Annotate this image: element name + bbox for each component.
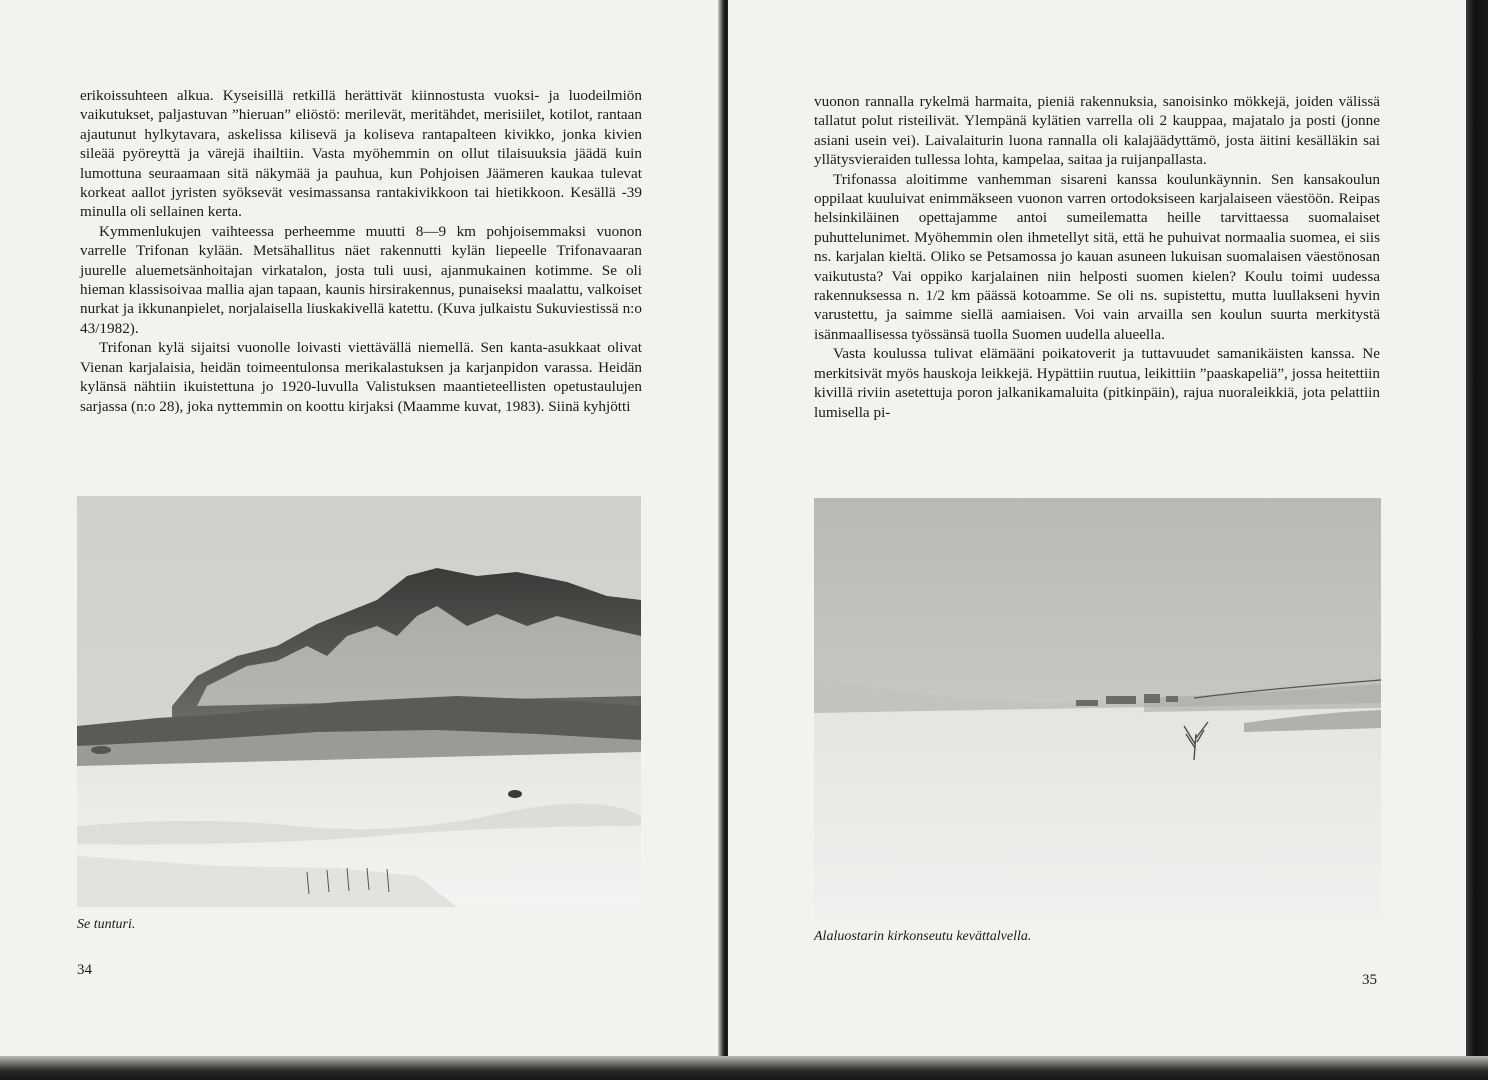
photo-caption: Se tunturi. bbox=[77, 917, 136, 932]
left-page bbox=[0, 0, 722, 1080]
left-page-text bbox=[80, 86, 642, 416]
church-area-photo bbox=[814, 498, 1381, 921]
book-edge-right bbox=[1466, 0, 1488, 1080]
mountain-photo-image bbox=[77, 496, 641, 907]
paragraph: Trifonan kylä sijaitsi vuonolle loivasti viettävällä niemellä. Sen kanta-asukkaat olivat Vienan karjalaisia, heidän toimeentulonsa merikalastuksen ja karjanpidon varassa. Heidän kylänsä nähtiin ikuistettuna jo 1920-luvulla Valistuksen maantieteellisten opetustaulujen sarjassa (n:o 28), joka nyttemmin on koottu kirjaksi (Maamme kuvat, 1983). Siinä kyhjötti bbox=[80, 339, 642, 415]
book-edge-bottom bbox=[0, 1056, 1488, 1080]
paragraph: erikoissuhteen alkua. Kyseisillä retkillä herättivät kiinnostusta vuoksi- ja luodeilmiön vaikutukset, paljastuvan ”hieruan” eliöstö: merilevät, meritähdet, merisiilet, kotilot, rantaan ajautunut hylkytavara, askelissa kilisevä ja koliseva rantapalteen kivikko, jonka kivien sileää pyöreyttä ja värejä ihailtiin. Vasta myöhemmin on ollut tilaisuuksia jäädä kuin lumottuna seuraamaan sitä näkymää ja pauhua, kun Pohjoisen Jäämeren kaukaa tulevat korkeat aallot jyristen syöksevät vesimassansa rantakivikkoon tai hietikkoon. Kesällä -39 minulla oli sellainen kerta. bbox=[80, 87, 642, 221]
right-page-text bbox=[814, 92, 1380, 422]
paragraph: Vasta koulussa tulivat elämääni poikatoverit ja tuttavuudet samanikäisten kanssa. Ne merkitsivät myös hauskoja leikkejä. Hypättiin ruutua, leikittiin ”paaskapeliä”, jossa heitettiin kivillä riviin asetettuja poron jalkanikamaluita (pitkinpäin), rajua nuoraleikkiä, jota pelattiin lumisella pi- bbox=[814, 345, 1380, 421]
paragraph: vuonon rannalla rykelmä harmaita, pieniä rakennuksia, sanoisinko mökkejä, joiden välissä tallatut polut risteilivät. Ylempänä kylätien varrella oli 2 kauppaa, majatalo ja posti (jonne asiani usein vei). Laivalaiturin luona rannalla oli kalajäädyttämö, josta äitini kesälläkin sai yllätysvieraiden tullessa lohta, kampelaa, saitaa ja ruijanpallasta. bbox=[814, 93, 1380, 169]
right-page bbox=[728, 0, 1468, 1080]
photo-caption: Alaluostarin kirkonseutu kevättalvella. bbox=[814, 929, 1032, 944]
paragraph: Kymmenlukujen vaihteessa perheemme muutti 8—9 km pohjoisemmaksi vuonon varrelle Trifonan kylään. Metsähallitus näet rakennutti kylän liepeelle Trifonavaaran juurelle aluemetsänhoitajan virkatalon, josta tuli uusi, ajanmukainen kotimme. Se oli hieman klassisoivaa mallia ajan tapaan, kaunis hirsirakennus, punaiseksi maalattu, valkoiset nurkat ja ikkunanpielet, norjalaisella liuskakivellä katettu. (Kuva julkaistu Sukuviestissä n:o 43/1982). bbox=[80, 222, 642, 337]
page-number: 35 bbox=[1362, 972, 1377, 988]
page-number: 34 bbox=[77, 962, 92, 978]
church-area-photo-image bbox=[814, 498, 1381, 921]
paragraph: Trifonassa aloitimme vanhemman sisareni kanssa koulunkäynnin. Sen kansakoulun oppilaat kuuluivat enimmäkseen vuonon varren ortodoksiseen karjalaiseen väestöön. Reipas helsinkiläinen opettajamme antoi sumeilematta heille tarvittaessa suomalaiset puhuttelunimet. Myöhemmin olen ihmetellyt sitä, että he puhuivat normaalia suomea, ei siis ns. karjalan kieltä. Oliko se Petsamossa jo kauan asuneen lukuisan suomalaisen väestönosan vaikutusta? Vai oppiko karjalainen niin helposti suomen kielen? Koulu toimi uudessa rakennuksessa n. 1/2 km päässä kotoamme. Se oli ns. supistettu, mutta luullakseni hyvin varustettu, ja saimme siellä aamiaisen. Voi vain arvailla sen koulun suurta merkitystä isänmaallisessa työssänsä tuolla Suomen uudella alueella. bbox=[814, 170, 1380, 343]
mountain-photo bbox=[77, 496, 641, 907]
